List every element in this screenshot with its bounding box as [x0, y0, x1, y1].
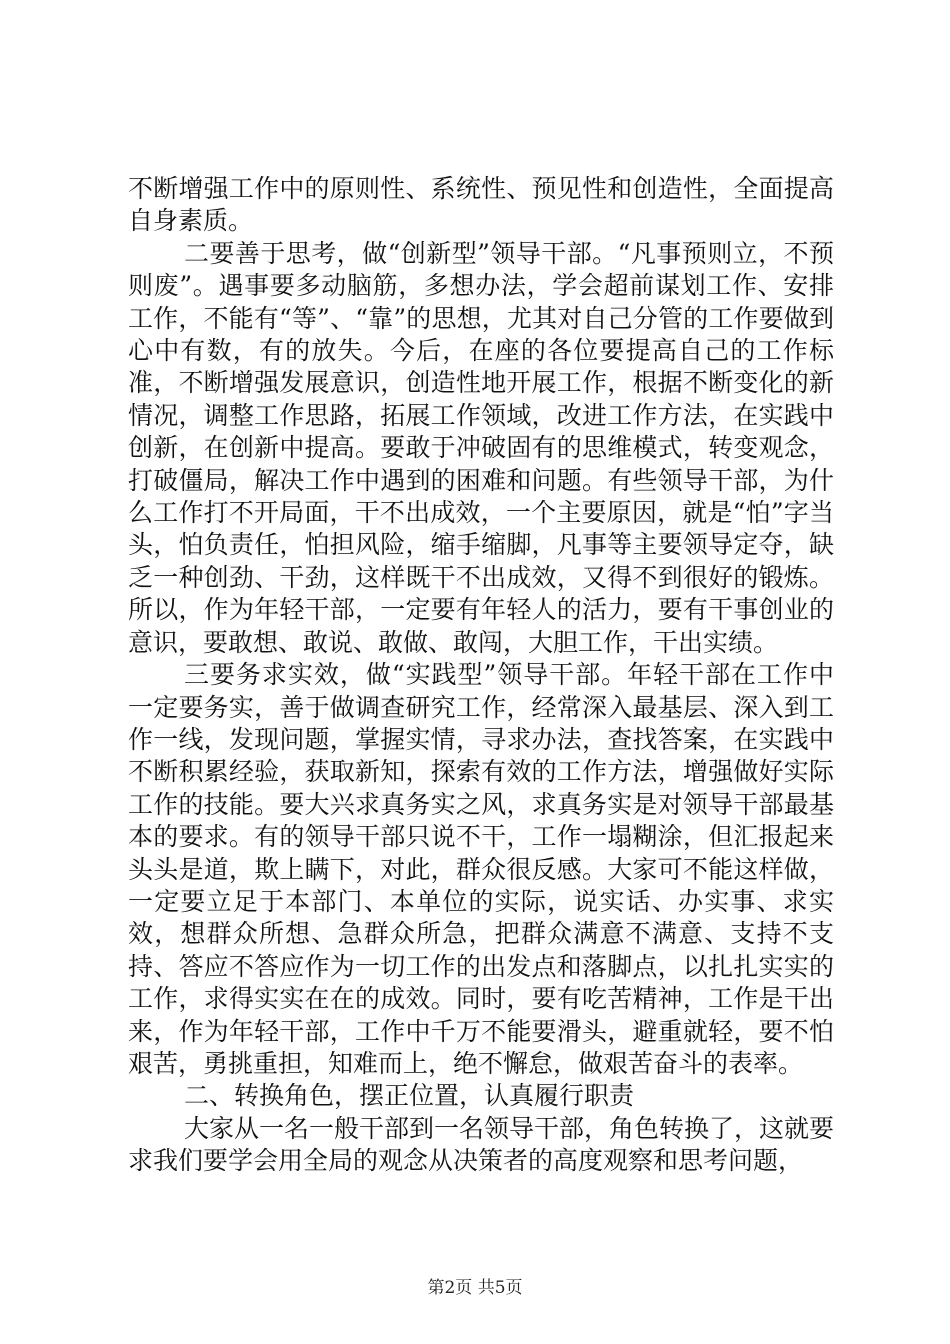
page-number-footer: 第2页 共5页 — [427, 1278, 523, 1298]
paragraph-continuation: 不断增强工作中的原则性、系统性、预见性和创造性，全面提高自身素质。 — [128, 174, 834, 236]
paragraph-role-change: 大家从一名一般干部到一名领导干部，角色转换了，这就要求我们要学会用全局的观念从决策者的高度观察和思考问题， — [128, 1113, 835, 1176]
document-body — [128, 173, 834, 1178]
paragraph-innovation: 二要善于思考，做“创新型”领导干部。“凡事预则立，不预则废”。遇事要多动脑筋，多想办法，学会超前谋划工作、安排工作，不能有“等”、“靠”的思想，尤其对自己分管的工作要做到心中有数，有的放失。今后，在座的各位要提高自己的工作标准，不断增强发展意识，创造性地开展工作，根据不断变化的新情况，调整工作思路，拓展工作领域，改进工作方法，在实践中创新，在创新中提高。要敢于冲破固有的思维模式，转变观念，打破僵局，解决工作中遇到的困难和问题。有些领导干部，为什么工作打不开局面，干不出成效，一个主要原因，就是“怕”字当头，怕负责任，怕担风险，缩手缩脚，凡事等主要领导定夺，缺乏一种创劲、干劲，这样既干不出成效，又得不到很好的锻炼。所以，作为年轻干部，一定要有年轻人的活力，要有干事创业的意识，要敢想、敢说、敢做、敢闯，大胆工作，干出实绩。 — [128, 238, 834, 657]
paragraph-practice: 三要务求实效，做“实践型”领导干部。年轻干部在工作中一定要务实，善于做调查研究工作，经常深入最基层、深入到工作一线，发现问题，掌握实情，寻求办法，查找答案，在实践中不断积累经验，获取新知，探索有效的工作方法，增强做好实际工作的技能。要大兴求真务实之风，求真务实是对领导干部最基本的要求。有的领导干部只说不干，工作一塌糊涂，但汇报起来头头是道，欺上瞒下，对此，群众很反感。大家可不能这样做，一定要立足于本部门、本单位的实际，说实话、办实事、求实效，想群众所想、急群众所急，把群众满意不满意、支持不支持、答应不答应作为一切工作的出发点和落脚点，以扎扎实实的工作，求得实实在在的成效。同时，要有吃苦精神，工作是干出来，作为年轻干部，工作中千万不能要滑头，避重就轻，要不怕艰苦，勇挑重担，知难而上，绝不懈怠，做艰苦奋斗的表率。 — [128, 660, 834, 1078]
section-heading: 二、转换角色，摆正位置，认真履行职责 — [184, 1081, 635, 1111]
